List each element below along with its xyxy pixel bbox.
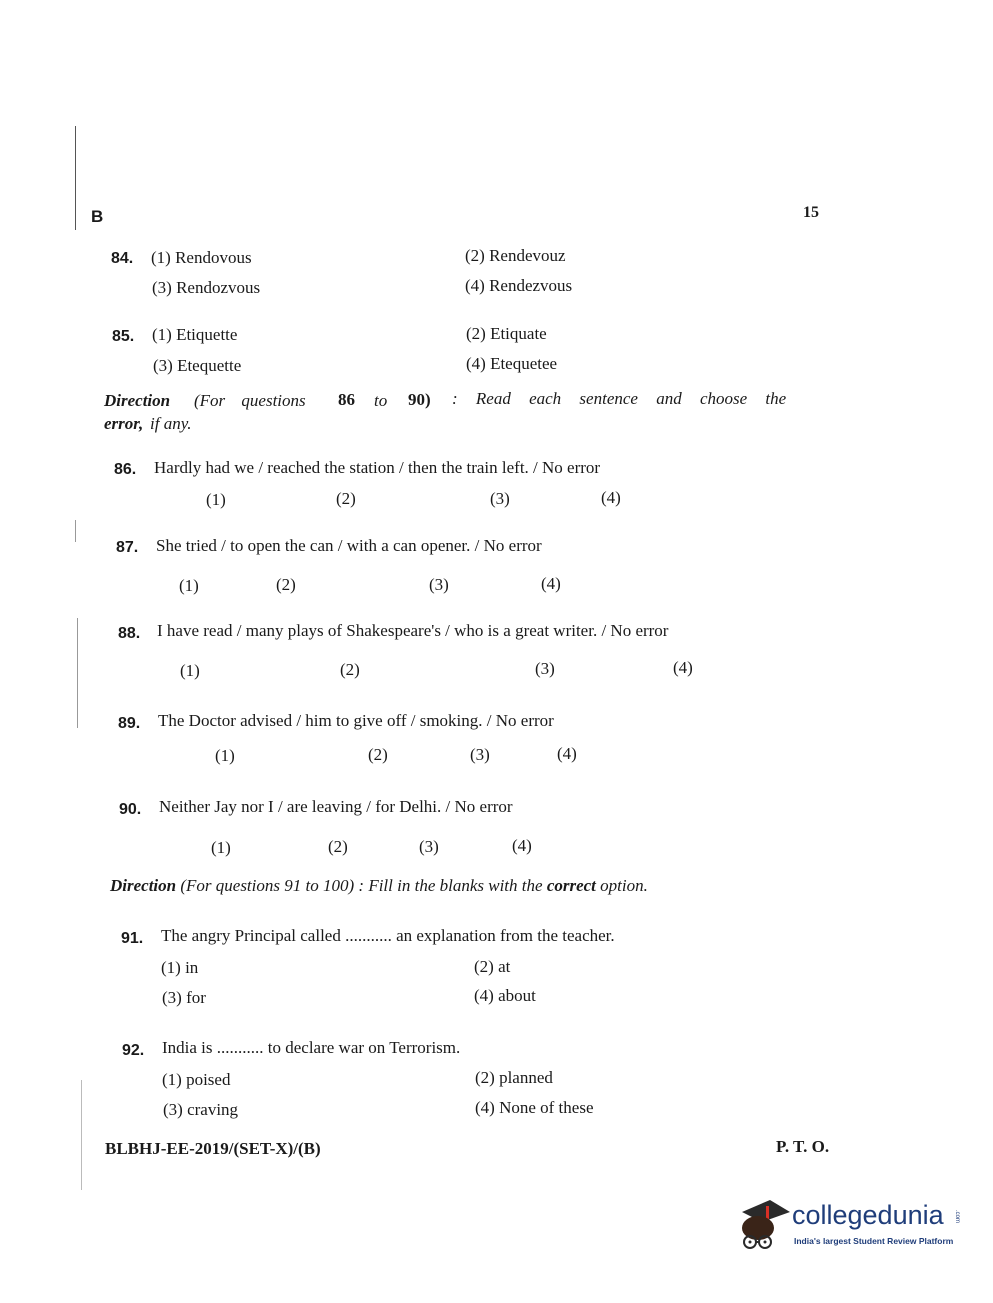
part-1: (1) — [215, 746, 235, 765]
question-text: Neither Jay nor I / are leaving / for Delhi. / No error — [159, 797, 513, 816]
page-turn-note: P. T. O. — [776, 1137, 830, 1156]
part-4: (4) — [512, 836, 532, 855]
question-text: She tried / to open the can / with a can opener. / No error — [156, 536, 542, 555]
part-2: (2) — [368, 745, 388, 764]
page-number: 15 — [803, 204, 819, 221]
option-2: (2) at — [474, 957, 511, 976]
question-number: 91. — [121, 930, 144, 947]
direction-text: : Read each sentence and choose the — [452, 389, 787, 408]
question-number: 88. — [118, 625, 141, 642]
option-4: (4) about — [474, 986, 536, 1005]
question-text: The angry Principal called ........... an explanation from the teacher. — [161, 926, 615, 945]
direction-number: 90) — [408, 390, 431, 409]
direction-text: error, — [104, 414, 144, 433]
part-3: (3) — [490, 489, 510, 508]
question-number: 85. — [112, 328, 135, 345]
option-1: (1) Rendovous — [151, 248, 252, 267]
direction-number: 86 — [338, 390, 355, 409]
part-3: (3) — [535, 659, 555, 678]
question-text: India is ........... to declare war on Terrorism. — [162, 1038, 461, 1057]
direction-91-100 — [110, 876, 648, 896]
part-4: (4) — [541, 574, 561, 593]
option-4: (4) Etequetee — [466, 354, 558, 373]
logo-tagline: India's largest Student Review Platform — [794, 1236, 954, 1246]
part-4: (4) — [673, 658, 693, 677]
logo-dotcom: .com — [954, 1210, 960, 1224]
question-number: 84. — [111, 250, 134, 267]
paper-code: BLBHJ-EE-2019/(SET-X)/(B) — [105, 1139, 321, 1158]
option-2: (2) Rendevouz — [465, 246, 566, 265]
direction-emphasis: correct — [546, 876, 596, 895]
direction-number: 91 — [284, 876, 302, 895]
option-3: (3) craving — [163, 1100, 239, 1119]
option-3: (3) for — [162, 988, 206, 1007]
part-2: (2) — [276, 575, 296, 594]
section-label: B — [91, 207, 104, 226]
option-1: (1) in — [161, 958, 199, 977]
logo-brand: collegedunia — [792, 1200, 944, 1230]
direction-text: to — [374, 391, 388, 410]
question-text: The Doctor advised / him to give off / smoking. / No error — [158, 711, 554, 730]
part-2: (2) — [340, 660, 360, 679]
question-number: 89. — [118, 715, 141, 732]
part-3: (3) — [429, 575, 449, 594]
option-4: (4) None of these — [475, 1098, 594, 1117]
part-3: (3) — [419, 837, 439, 856]
option-2: (2) Etiquate — [466, 324, 547, 343]
part-4: (4) — [601, 488, 621, 507]
scan-margin-line — [81, 1080, 82, 1190]
option-3: (3) Etequette — [153, 356, 242, 375]
direction-number: 100) — [322, 876, 355, 895]
direction-label: Direction — [110, 876, 177, 895]
part-1: (1) — [180, 661, 200, 680]
part-2: (2) — [336, 489, 356, 508]
direction-text: (For questions — [180, 876, 280, 895]
scan-margin-line — [75, 520, 76, 542]
question-number: 92. — [122, 1042, 145, 1059]
question-number: 86. — [114, 461, 137, 478]
option-2: (2) planned — [475, 1068, 553, 1087]
question-number: 87. — [116, 539, 139, 556]
part-1: (1) — [206, 490, 226, 509]
option-1: (1) Etiquette — [152, 325, 238, 344]
part-1: (1) — [211, 838, 231, 857]
scan-margin-line — [75, 126, 76, 230]
question-text: Hardly had we / reached the station / then the train left. / No error — [154, 458, 601, 477]
option-1: (1) poised — [162, 1070, 231, 1089]
question-number: 90. — [119, 801, 142, 818]
part-4: (4) — [557, 744, 577, 763]
option-4: (4) Rendezvous — [465, 276, 573, 295]
direction-text: (For questions — [194, 391, 306, 410]
question-text: I have read / many plays of Shakespeare's / who is a great writer. / No error — [157, 621, 669, 640]
collegedunia-logo — [736, 1196, 966, 1268]
direction-label: Direction — [104, 391, 171, 410]
part-1: (1) — [179, 576, 199, 595]
direction-text: option. — [600, 876, 648, 895]
mascot-icon — [736, 1196, 792, 1256]
direction-text: if any. — [150, 414, 192, 433]
direction-text: : Fill in the blanks with the — [358, 876, 543, 895]
part-3: (3) — [470, 745, 490, 764]
direction-text: to — [305, 876, 319, 895]
scan-margin-line — [77, 618, 78, 728]
part-2: (2) — [328, 837, 348, 856]
option-3: (3) Rendozvous — [152, 278, 261, 297]
